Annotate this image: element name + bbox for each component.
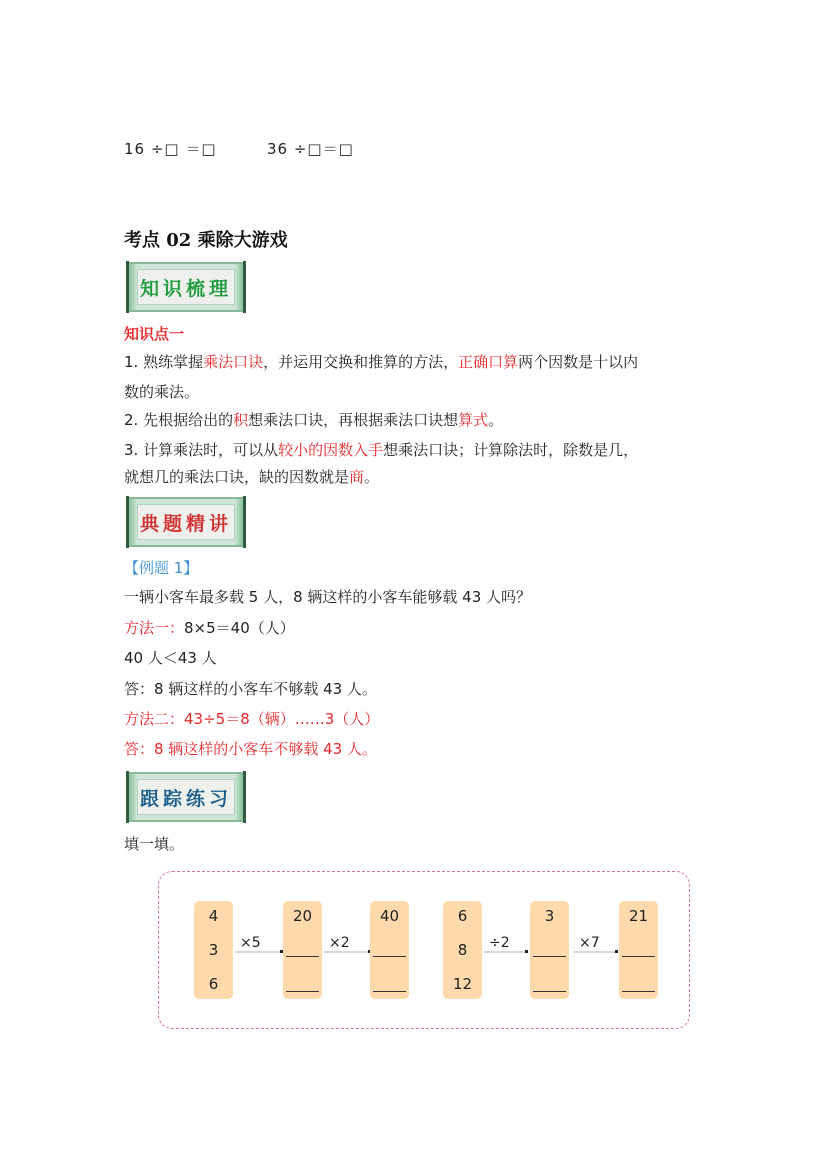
knowledge-item-3-cont (124, 462, 379, 492)
answer-blank[interactable] (373, 991, 406, 992)
knowledge-point-title: 知识点一 (124, 325, 185, 343)
text-run: 。 (488, 411, 504, 429)
method2-line: 方法二：43÷5＝8（辆）……3（人） (124, 710, 380, 728)
knowledge-item-1-cont: 数的乘法。 (124, 383, 200, 401)
text-run: 两个因数是十以内 (518, 353, 639, 371)
g1-middle-column (283, 901, 322, 999)
g2-arrow-2 (573, 951, 616, 953)
examples-banner (127, 497, 245, 547)
answer-blank[interactable] (286, 991, 319, 992)
answer-blank[interactable] (373, 956, 406, 957)
g1-input-value: 6 (208, 975, 219, 993)
g2-middle-column (530, 901, 569, 999)
g1-middle-value: 20 (292, 907, 313, 925)
g1-output-column (370, 901, 409, 999)
knowledge-item-3 (124, 435, 638, 465)
g2-input-value: 6 (457, 907, 468, 925)
highlight-run: 正确口算 (458, 353, 519, 371)
equation-1: 16 ÷□ ＝□ (124, 140, 217, 158)
answer1-line: 答：8 辆这样的小客车不够载 43 人。 (124, 680, 377, 698)
highlight-run: 积 (233, 411, 249, 429)
practice-banner-label: 跟踪练习 (137, 779, 235, 815)
g2-output-column (619, 901, 658, 999)
g2-input-column (443, 901, 482, 999)
g2-input-value: 8 (457, 941, 468, 959)
answer-blank[interactable] (622, 956, 655, 957)
practice-banner (127, 772, 245, 822)
g1-input-column (194, 901, 233, 999)
highlight-run: 商 (349, 468, 365, 486)
knowledge-banner-label: 知识梳理 (137, 269, 235, 305)
method1-label: 方法一： (124, 619, 185, 637)
g2-output-value: 21 (628, 907, 649, 925)
example-question: 一辆小客车最多载 5 人，8 辆这样的小客车能够载 43 人吗？ (124, 588, 532, 606)
knowledge-item-2 (124, 405, 503, 435)
text-run: 2. 先根据给出的 (124, 411, 234, 429)
section-title: 考点 02 乘除大游戏 (124, 230, 288, 251)
knowledge-item-1 (124, 347, 638, 377)
g2-input-value: 12 (452, 975, 473, 993)
equation-2: 36 ÷□＝□ (267, 140, 354, 158)
text-run: 想乘法口诀；计算除法时，除数是几， (383, 441, 639, 459)
g1-operator-2: ×2 (329, 935, 350, 951)
highlight-run: 算式 (458, 411, 489, 429)
text-run: ，并运用交换和推算的方法， (263, 353, 459, 371)
highlight-run: 乘法口诀 (203, 353, 264, 371)
highlight-run: 较小的因数入手 (278, 441, 384, 459)
exercise-box (158, 871, 690, 1029)
answer2-line: 答：8 辆这样的小客车不够载 43 人。 (124, 740, 377, 758)
example-label: 【例题 1】 (124, 559, 199, 577)
g1-input-value: 4 (208, 907, 219, 925)
answer-blank[interactable] (533, 956, 566, 957)
arrow-head-icon (525, 950, 528, 953)
text-run: 就想几的乘法口诀，缺的因数就是 (124, 468, 350, 486)
text-run: 1. 熟练掌握 (124, 353, 204, 371)
g2-middle-value: 3 (544, 907, 555, 925)
g1-arrow-2 (324, 951, 369, 953)
compare-line: 40 人＜43 人 (124, 649, 217, 667)
g2-operator-2: ×7 (579, 935, 600, 951)
g1-arrow-1 (235, 951, 281, 953)
g2-arrow-1 (484, 951, 526, 953)
g1-input-value: 3 (208, 941, 219, 959)
g1-operator-1: ×5 (240, 935, 261, 951)
text-run: 3. 计算乘法时，可以从 (124, 441, 279, 459)
knowledge-banner (127, 262, 245, 312)
method1-line (124, 618, 295, 638)
examples-banner-label: 典题精讲 (137, 504, 235, 540)
text-run: 想乘法口诀，再根据乘法口诀想 (248, 411, 459, 429)
practice-instruction: 填一填。 (124, 835, 185, 853)
answer-blank[interactable] (286, 956, 319, 957)
answer-blank[interactable] (533, 991, 566, 992)
method1-expr: 8×5＝40（人） (184, 619, 295, 637)
text-run: 。 (364, 468, 380, 486)
g2-operator-1: ÷2 (489, 935, 510, 951)
answer-blank[interactable] (622, 991, 655, 992)
arrow-head-icon (615, 950, 618, 953)
g1-output-value: 40 (379, 907, 400, 925)
